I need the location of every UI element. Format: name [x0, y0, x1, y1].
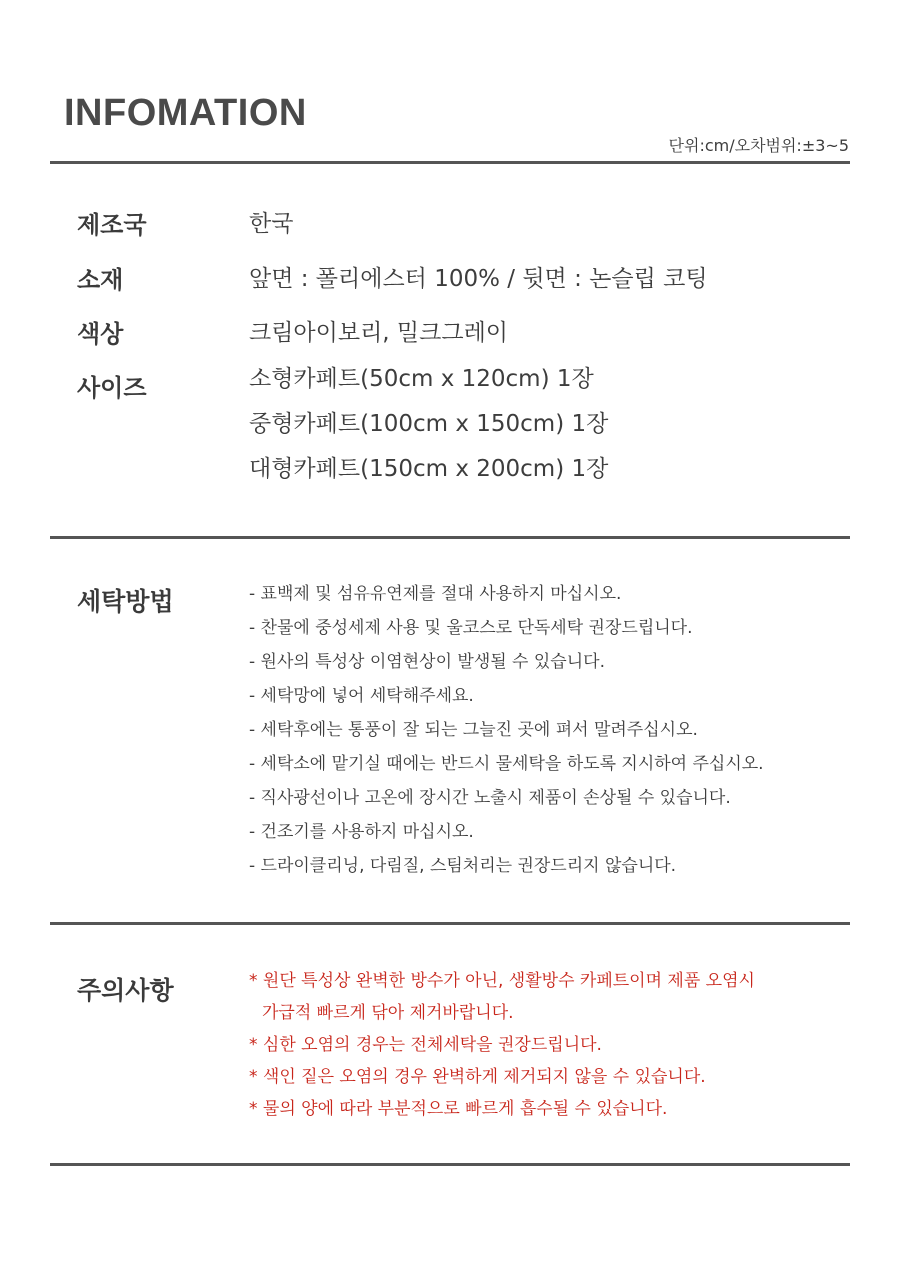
divider-bottom [50, 1163, 850, 1166]
list-item: 가급적 빠르게 닦아 제거바랍니다. [262, 1003, 514, 1023]
list-item: - 표백제 및 섬유유연제를 절대 사용하지 마십시오. [249, 584, 622, 604]
list-item: - 드라이클리닝, 다림질, 스팀처리는 권장드리지 않습니다. [249, 856, 677, 876]
list-item: - 건조기를 사용하지 마십시오. [249, 822, 474, 842]
color-label: 색상 [77, 320, 124, 348]
color-value: 크림아이보리, 밀크그레이 [249, 320, 509, 346]
list-item: - 찬물에 중성세제 사용 및 울코스로 단독세탁 권장드립니다. [249, 618, 693, 638]
list-item: - 원사의 특성상 이염현상이 발생될 수 있습니다. [249, 652, 605, 672]
divider-washing-caution [50, 922, 850, 925]
material-value: 앞면 : 폴리에스터 100% / 뒷면 : 논슬립 코팅 [249, 266, 708, 292]
list-item: - 세탁소에 맡기실 때에는 반드시 물세탁을 하도록 지시하여 주십시오. [249, 754, 764, 774]
material-label: 소재 [77, 266, 124, 294]
size-large: 대형카페트(150cm x 200cm) 1장 [249, 456, 609, 482]
country-label: 제조국 [77, 211, 147, 239]
list-item: - 직사광선이나 고온에 장시간 노출시 제품이 손상될 수 있습니다. [249, 788, 731, 808]
size-medium: 중형카페트(100cm x 150cm) 1장 [249, 411, 609, 437]
caution-list [249, 965, 755, 1125]
size-values [249, 357, 608, 492]
list-item: * 심한 오염의 경우는 전체세탁을 권장드립니다. [249, 1035, 602, 1055]
page-title: INFOMATION [64, 92, 307, 134]
size-small: 소형카페트(50cm x 120cm) 1장 [249, 366, 594, 392]
list-item: * 원단 특성상 완벽한 방수가 아닌, 생활방수 카페트이며 제품 오염시 [249, 971, 755, 991]
list-item: * 색인 짙은 오염의 경우 완벽하게 제거되지 않을 수 있습니다. [249, 1067, 706, 1087]
list-item: * 물의 양에 따라 부분적으로 빠르게 흡수될 수 있습니다. [249, 1099, 668, 1119]
country-value: 한국 [249, 211, 294, 237]
list-item: - 세탁망에 넣어 세탁해주세요. [249, 686, 474, 706]
unit-note: 단위:cm/오차범위:±3~5 [668, 136, 849, 155]
caution-label: 주의사항 [77, 976, 174, 1005]
list-item: - 세탁후에는 통풍이 잘 되는 그늘진 곳에 펴서 말려주십시오. [249, 720, 698, 740]
washing-list [249, 577, 764, 883]
divider-info-washing [50, 536, 850, 539]
divider-top [50, 161, 850, 164]
size-label: 사이즈 [77, 374, 147, 402]
washing-label: 세탁방법 [77, 587, 174, 616]
